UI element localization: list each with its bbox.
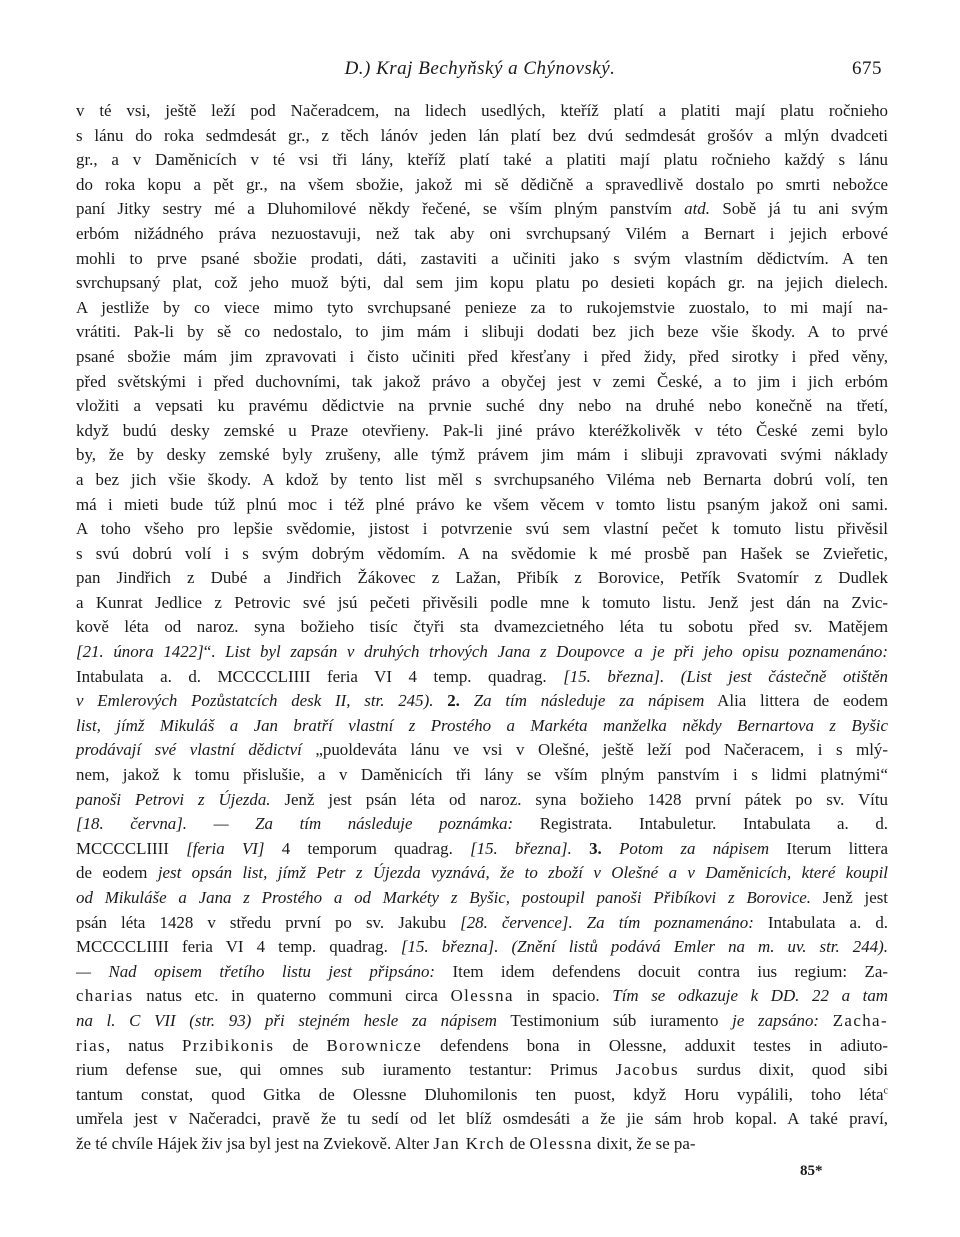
- text-line: [76, 296, 888, 321]
- text-segment: Item idem defendens docuit contra ius regium: Za-: [435, 961, 888, 981]
- text-line: [76, 812, 888, 837]
- text-segment: Jenž jest psán léta od naroz. syna božieho 1428 první pátek po sv. Vítu: [270, 789, 889, 809]
- text-segment: Iterum littera: [769, 838, 889, 858]
- text-line: [76, 861, 888, 886]
- text-segment: jest opsán list, jímž Petr z Újezda vyznává, že to zboží v Olešné a v Daměnicích, které koupil: [157, 863, 888, 883]
- text-segment: s lánu do roka sedmdesát gr., z těch lánóv jeden lán platí bez dvú sedmdesát grošóv a mlýn dvadceti: [76, 125, 888, 145]
- text-segment: MCCCCLIIII feria VI 4 temp. quadrag.: [76, 937, 401, 957]
- text-line: [76, 1058, 888, 1083]
- text-segment: [15. března].: [470, 838, 572, 858]
- text-line: [76, 419, 888, 444]
- text-segment: když budú desky zemské u Praze otevřieny. Pak-li jiné právo kteréžkolivěk v této České zemi bylo: [76, 420, 888, 440]
- text-segment: de: [505, 1133, 530, 1153]
- text-segment: , natus: [106, 1035, 183, 1055]
- text-segment: [15. března]. (Znění listů podává Emler na m. uv. str. 244).: [400, 937, 888, 957]
- text-segment: dixit, že se pa-: [592, 1133, 696, 1153]
- text-segment: psané sbožie mám jim zpravovati i čisto učiniti před křesťany i před židy, před sirotky i před věny,: [76, 346, 888, 366]
- text-segment: A jestliže by co viece mimo tyto svrchupsané penieze za to rukojemstvie zuostalo, to mi mají na-: [76, 297, 888, 317]
- text-line: [76, 517, 888, 542]
- text-segment: pan Jindřich z Dubé a Jindřich Žákovec z Lažan, Přibík z Borovice, Petřík Svatomír z Dudlek: [76, 568, 888, 588]
- text-line: [76, 148, 888, 173]
- text-segment: Przibikonis: [182, 1035, 275, 1055]
- text-segment: 3.: [589, 838, 602, 858]
- text-segment: [15. března]. (List jest částečně otištěn: [563, 666, 888, 686]
- text-segment: panoši Petrovi z Újezda.: [76, 789, 271, 809]
- text-segment: [feria VI]: [186, 838, 265, 858]
- text-segment: 4 temporum quadrag.: [264, 838, 471, 858]
- text-segment: atd.: [684, 199, 710, 219]
- text-line: [76, 124, 888, 149]
- text-line: [76, 271, 888, 296]
- text-segment: Registrata. Intabuletur. Intabulata a. d.: [513, 814, 888, 834]
- text-segment: „puoldeváta lánu ve vsi v Olešné, ještě leží pod Načeracem, i s mlý-: [301, 740, 888, 760]
- text-segment: že té chvíle Hájek živ jsa byl jest na Zviekově. Alter: [76, 1133, 434, 1153]
- text-segment: [602, 839, 619, 858]
- text-segment: Jan Krch: [433, 1133, 506, 1153]
- text-segment: [819, 1011, 833, 1030]
- text-segment: “.: [203, 642, 226, 662]
- text-segment: je zapsáno:: [732, 1010, 820, 1030]
- text-segment: rias: [76, 1035, 106, 1055]
- text-segment: psán léta 1428 v středu první po sv. Jakubu: [76, 912, 461, 932]
- text-segment: surdus dixit, quod sibi: [678, 1060, 888, 1080]
- text-segment: charias: [76, 986, 134, 1006]
- text-line: [76, 738, 888, 763]
- text-line: [76, 911, 888, 936]
- text-segment: in spacio.: [513, 986, 613, 1006]
- text-segment: vložiti a vepsati ku pravému dědictvie na prvnie suché dny nebo na druhé nebo konečně na třetí,: [76, 396, 888, 416]
- text-segment: Intabulata a. d. MCCCCLIIII feria VI 4 temp. quadrag.: [76, 666, 564, 686]
- text-segment: natus etc. in quaterno communi circa: [133, 986, 451, 1006]
- text-segment: s svú dobrú volí i s svým dobrým vědomím. A na svědomie k mé prosbě pan Hašek se Zvieřetic,: [76, 543, 888, 563]
- signature-mark: 85*: [800, 1163, 823, 1179]
- text-line: [76, 689, 888, 714]
- text-segment: de eodem: [76, 863, 158, 883]
- text-segment: tantum constat, quod Gitka de Olessne Dluhomilonis ten puost, když Horu vypálili, toho léta: [76, 1084, 884, 1104]
- text-segment: c: [883, 1085, 888, 1097]
- text-segment: — Nad opisem třetího listu jest připsáno:: [76, 961, 436, 981]
- text-segment: Intabulata a. d.: [753, 912, 888, 932]
- text-line: [76, 1034, 888, 1059]
- text-line: [76, 493, 888, 518]
- text-segment: by, že by desky zemské byly zrušeny, alle týmž právem jim mám i slibuji zpravovati svými náklady: [76, 445, 888, 465]
- text-line: [76, 935, 888, 960]
- text-segment: [21. února 1422]: [76, 642, 204, 662]
- text-line: [76, 247, 888, 272]
- text-line: [76, 591, 888, 616]
- text-segment: prodávají své vlastní dědictví: [76, 740, 302, 760]
- body-text: [76, 99, 888, 1157]
- text-segment: Testimonium súb iuramento: [496, 1010, 733, 1030]
- text-segment: Alia littera de eodem: [704, 691, 888, 711]
- text-line: [76, 542, 888, 567]
- text-segment: 2.: [447, 691, 460, 711]
- text-segment: mohli to prve psané sbožie prodati, dáti, zastaviti a učiniti jako s svým vlastním dědictvím. A ten: [76, 248, 888, 268]
- text-line: [76, 1132, 888, 1157]
- text-segment: list, jímž Mikuláš a Jan bratří vlastní z Prostého a Markéta manželka někdy Bernartova z Byšic: [76, 715, 888, 735]
- text-line: [76, 1083, 888, 1108]
- text-segment: má i mieti bude túž plnú moc i též plné právo ke všem věcem v tomto listu psaným jakož oni sami.: [76, 494, 888, 514]
- text-line: [76, 960, 888, 985]
- text-segment: Potom za nápisem: [619, 838, 770, 858]
- text-segment: [572, 839, 589, 858]
- text-segment: kově léta od naroz. syna božieho tisíc čtyři sta dvamezcietného léta tu sobotu před sv. Matějem: [76, 617, 888, 637]
- text-segment: Jacobus: [615, 1060, 679, 1080]
- text-segment: Zacha-: [832, 1010, 888, 1030]
- text-segment: paní Jitky sestry mé a Dluhomilové někdy řečené, se vším plným panstvím: [76, 199, 685, 219]
- text-line: [76, 566, 888, 591]
- text-segment: před světskými i před duchovními, tak jakož právo a obyčej jest v zemi České, a to jim i jich erbóm: [76, 371, 888, 391]
- text-line: [76, 320, 888, 345]
- text-line: [76, 197, 888, 222]
- text-segment: defendens bona in Olessne, adduxit testes in adiuto-: [422, 1035, 888, 1055]
- text-line: [76, 1107, 888, 1132]
- text-segment: v Emlerových Pozůstatcích desk II, str. 245).: [76, 691, 434, 711]
- text-segment: Tím se odkazuje k DD. 22 a tam: [612, 986, 888, 1006]
- text-line: [76, 665, 888, 690]
- text-line: [76, 222, 888, 247]
- text-line: [76, 345, 888, 370]
- text-segment: do roka kopu a pět gr., na všem sbožie, jakož mi sě dědičně a spravedlivě dostalo po smrti nebožce: [76, 174, 888, 194]
- text-line: [76, 468, 888, 493]
- text-segment: [460, 691, 474, 710]
- text-segment: [18. června]. — Za tím následuje poznámka:: [76, 814, 514, 834]
- text-line: [76, 394, 888, 419]
- text-segment: rium defense sue, qui omnes sub iuramento testantur: Primus: [76, 1060, 616, 1080]
- text-segment: Borownicze: [326, 1035, 423, 1055]
- text-line: [76, 443, 888, 468]
- text-line: [76, 886, 888, 911]
- text-line: [76, 615, 888, 640]
- text-segment: List byl zapsán v druhých trhových Jana z Doupovce a je při jeho opisu poznamenáno:: [225, 642, 888, 662]
- text-segment: Olessna: [529, 1133, 593, 1153]
- text-segment: umřela jest v Načeradci, pravě že tu sedí od let blíž osmdesáti a že jie sám hrob kopal. A také praví,: [76, 1109, 888, 1129]
- text-line: [76, 370, 888, 395]
- text-segment: de: [274, 1035, 327, 1055]
- text-line: [76, 714, 888, 739]
- page-number: 675: [852, 58, 882, 79]
- running-title: D.) Kraj Bechyňský a Chýnovský.: [344, 58, 616, 79]
- text-line: [76, 763, 888, 788]
- text-segment: Za tím následuje za nápisem: [473, 691, 705, 711]
- text-segment: A toho všeho pro lepšie svědomie, jistost i potvrzenie svú sem vlastní pečet k tomuto listu přivěsil: [76, 519, 888, 539]
- text-line: [76, 837, 888, 862]
- text-line: [76, 640, 888, 665]
- text-segment: [28. července]. Za tím poznamenáno:: [460, 912, 754, 932]
- text-line: [76, 984, 888, 1009]
- text-line: [76, 99, 888, 124]
- text-segment: nem, jakož k tomu přislušie, a v Daměnicích tři lány se vším plným panstvím i s lidmi platnými“: [76, 765, 888, 785]
- running-head: [0, 58, 960, 86]
- text-segment: vrátiti. Pak-li by sě co nedostalo, to jim mám i slibuji dodati bez jich beze všie škody. A to prvé: [76, 322, 888, 342]
- text-segment: [433, 691, 447, 710]
- text-segment: a Kunrat Jedlice z Petrovic své jsú pečeti přivěsili podle mne k tomuto listu. Jenž jest dán na Zvic-: [76, 592, 888, 612]
- text-segment: gr., a v Daměnicích v té vsi tři lány, kteříž platí také a platiti mají platu ročnieho každý s lánu: [76, 150, 888, 170]
- text-segment: od Mikuláše a Jana z Prostého a od Markéty z Byšic, postoupil panoši Přibíkovi z Borovice.: [76, 888, 811, 907]
- text-segment: MCCCCLIIII: [76, 838, 187, 858]
- text-segment: Sobě já tu ani svým: [709, 199, 888, 219]
- text-segment: erbóm nižádného práva nezuostavuji, než tak aby oni svrchupsaný Vilém a Bernart i jejich erbové: [76, 223, 888, 243]
- text-line: [76, 1009, 888, 1034]
- text-segment: Olessna: [450, 986, 514, 1006]
- text-segment: v té vsi, ještě leží pod Načeradcem, na lidech usedlých, kteříž platí a platiti mají platu ročnieho: [76, 101, 888, 120]
- text-line: [76, 173, 888, 198]
- text-segment: Jenž jest: [810, 888, 888, 907]
- text-segment: a bez jich všie škody. A kdož by tento list měl s svrchupsaného Viléma neb Bernarta dobrú volí, ten: [76, 469, 888, 489]
- text-segment: svrchupsaný plat, což jeho muož býti, dal sem jim kopu platu po desieti kopách gr. na jejich dielech.: [76, 273, 888, 293]
- text-line: [76, 788, 888, 813]
- text-segment: na l. C VII (str. 93) při stejném hesle za nápisem: [76, 1010, 497, 1030]
